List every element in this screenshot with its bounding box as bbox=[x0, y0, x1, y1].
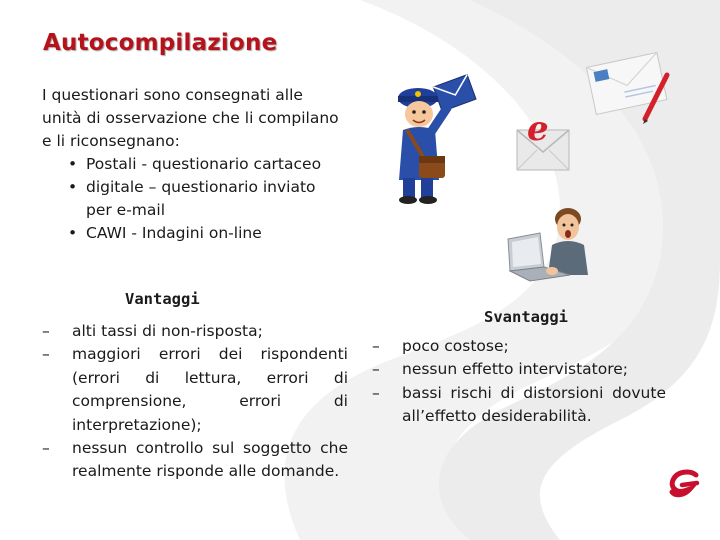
list-item: – poco costose; bbox=[372, 335, 666, 358]
list-item: – bassi rischi di distorsioni dovute all’effetto desiderabilità. bbox=[372, 382, 666, 429]
cons-list bbox=[372, 335, 666, 429]
child-at-laptop-illustration bbox=[500, 205, 605, 285]
company-logo bbox=[668, 468, 702, 502]
intro-block bbox=[42, 84, 342, 245]
modes-list bbox=[42, 153, 342, 245]
slide-title: Autocompilazione bbox=[43, 30, 278, 56]
cons-block bbox=[372, 335, 666, 429]
list-item: • Postali - questionario cartaceo bbox=[42, 153, 342, 176]
email-envelope-icon bbox=[513, 108, 573, 174]
postman-illustration bbox=[385, 72, 490, 207]
list-item: – alti tassi di non-risposta; bbox=[42, 320, 348, 343]
letter-with-pen-icon bbox=[583, 45, 675, 125]
list-item: • CAWI - Indagini on-line bbox=[42, 222, 342, 245]
list-item: • digitale – questionario inviato per e-mail bbox=[42, 176, 342, 222]
svg-text:e: e bbox=[527, 109, 549, 149]
cons-title: Svantaggi bbox=[484, 308, 568, 326]
pros-block bbox=[42, 320, 348, 484]
pros-list bbox=[42, 320, 348, 484]
list-item: – nessun effetto intervistatore; bbox=[372, 358, 666, 381]
intro-text: I questionari sono consegnati alle unità di osservazione che li compilano e li riconsegnano: bbox=[42, 86, 339, 150]
list-item: – nessun controllo sul soggetto che realmente risponde alle domande. bbox=[42, 437, 348, 484]
pros-title: Vantaggi bbox=[125, 290, 200, 308]
list-item: – maggiori errori dei rispondenti (errori di lettura, errori di comprensione, errori di interpretazione); bbox=[42, 343, 348, 437]
